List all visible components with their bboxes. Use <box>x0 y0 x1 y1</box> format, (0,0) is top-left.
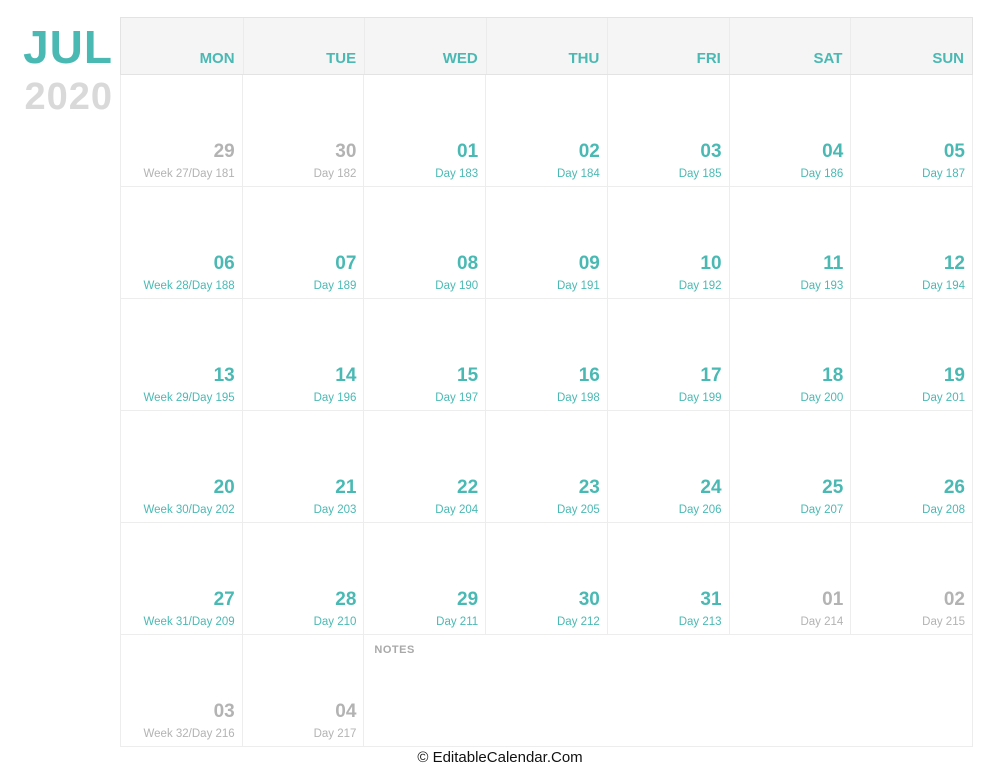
day-of-year-label: Day 213 <box>678 616 722 629</box>
day-number: 08 <box>457 253 479 275</box>
day-of-year-label: Day 192 <box>678 280 722 293</box>
day-cell <box>243 187 365 299</box>
day-number: 31 <box>700 589 722 611</box>
weekday-header-row <box>120 17 973 75</box>
notes-area <box>364 635 973 747</box>
day-of-year-label: Day 198 <box>557 392 600 405</box>
day-cell <box>730 299 852 411</box>
day-cell <box>486 411 608 523</box>
day-of-year-label: Day 184 <box>557 168 600 181</box>
day-of-year-label: Day 205 <box>557 504 600 517</box>
day-of-year-label: Day 185 <box>678 168 722 181</box>
day-of-year-label: Day 203 <box>313 504 357 517</box>
day-number: 11 <box>823 253 844 275</box>
day-number: 21 <box>335 477 357 499</box>
month-year-block <box>0 21 113 118</box>
day-cell <box>364 187 486 299</box>
day-of-year-label: Day 211 <box>436 616 479 629</box>
day-cell <box>243 635 365 747</box>
day-number: 03 <box>213 701 235 723</box>
day-number: 19 <box>943 365 965 387</box>
day-of-year-label: Day 186 <box>800 168 844 181</box>
weekday-header-mon: MON <box>199 50 235 67</box>
day-number: 15 <box>457 365 479 387</box>
day-cell <box>121 635 243 747</box>
day-of-year-label: Week 28/Day 188 <box>143 280 235 293</box>
day-number: 26 <box>943 477 965 499</box>
day-of-year-label: Day 194 <box>922 280 965 293</box>
day-of-year-label: Day 197 <box>435 392 479 405</box>
day-number: 23 <box>578 477 600 499</box>
day-cell <box>486 299 608 411</box>
day-cell <box>364 75 486 187</box>
month-title: JUL <box>23 21 113 73</box>
day-of-year-label: Day 196 <box>313 392 357 405</box>
day-number: 04 <box>335 701 357 723</box>
day-number: 14 <box>335 365 357 387</box>
day-number: 07 <box>335 253 357 275</box>
day-of-year-label: Day 200 <box>800 392 844 405</box>
day-of-year-label: Day 215 <box>922 616 965 629</box>
year-title: 2020 <box>24 76 113 118</box>
day-of-year-label: Week 27/Day 181 <box>143 168 235 181</box>
day-cell <box>243 411 365 523</box>
day-cell <box>243 523 365 635</box>
day-of-year-label: Day 182 <box>313 168 357 181</box>
day-cell <box>121 523 243 635</box>
day-number: 12 <box>943 253 965 275</box>
day-number: 29 <box>213 141 235 163</box>
calendar-grid <box>120 75 973 747</box>
day-cell <box>486 75 608 187</box>
day-number: 22 <box>457 477 479 499</box>
day-of-year-label: Day 204 <box>435 504 479 517</box>
day-number: 06 <box>213 253 235 275</box>
day-of-year-label: Day 210 <box>313 616 357 629</box>
notes-label: NOTES <box>374 644 415 656</box>
day-number: 01 <box>457 141 479 163</box>
day-cell <box>608 411 730 523</box>
day-cell <box>364 299 486 411</box>
day-cell <box>486 187 608 299</box>
day-of-year-label: Week 32/Day 216 <box>143 728 235 741</box>
day-number: 09 <box>578 253 600 275</box>
day-cell <box>121 299 243 411</box>
day-of-year-label: Day 201 <box>922 392 965 405</box>
day-number: 02 <box>943 589 965 611</box>
day-of-year-label: Week 30/Day 202 <box>143 504 235 517</box>
day-number: 01 <box>822 589 844 611</box>
day-cell <box>486 523 608 635</box>
day-of-year-label: Day 191 <box>557 280 600 293</box>
day-of-year-label: Day 183 <box>435 168 479 181</box>
day-cell <box>243 75 365 187</box>
calendar <box>120 17 973 747</box>
day-number: 27 <box>213 589 235 611</box>
day-cell <box>364 411 486 523</box>
day-number: 30 <box>578 589 600 611</box>
copyright-footer: © EditableCalendar.Com <box>417 749 583 766</box>
day-cell <box>851 411 973 523</box>
day-of-year-label: Day 206 <box>678 504 722 517</box>
weekday-header-thu: THU <box>486 18 608 74</box>
day-number: 29 <box>457 589 479 611</box>
day-number: 02 <box>578 141 600 163</box>
day-number: 10 <box>700 253 722 275</box>
day-cell <box>121 187 243 299</box>
day-number: 17 <box>700 365 722 387</box>
day-of-year-label: Week 31/Day 209 <box>143 616 235 629</box>
day-cell <box>730 75 852 187</box>
day-of-year-label: Day 212 <box>557 616 600 629</box>
day-number: 25 <box>822 477 844 499</box>
day-cell <box>730 523 852 635</box>
day-cell <box>608 299 730 411</box>
day-of-year-label: Day 199 <box>678 392 722 405</box>
day-cell <box>364 523 486 635</box>
day-cell <box>851 523 973 635</box>
day-number: 16 <box>578 365 600 387</box>
day-of-year-label: Day 193 <box>800 280 844 293</box>
weekday-header-sun: SUN <box>850 18 972 74</box>
weekday-header-tue: TUE <box>243 18 365 74</box>
day-of-year-label: Day 217 <box>313 728 357 741</box>
day-of-year-label: Day 214 <box>800 616 844 629</box>
day-of-year-label: Day 189 <box>313 280 357 293</box>
day-of-year-label: Day 207 <box>800 504 844 517</box>
day-cell <box>851 187 973 299</box>
day-number: 13 <box>213 365 235 387</box>
weekday-header-sat: SAT <box>729 18 851 74</box>
day-cell <box>851 75 973 187</box>
day-number: 04 <box>822 141 844 163</box>
day-cell <box>121 75 243 187</box>
day-of-year-label: Week 29/Day 195 <box>143 392 235 405</box>
day-number: 05 <box>943 141 965 163</box>
day-cell <box>121 411 243 523</box>
weekday-header-fri: FRI <box>607 18 729 74</box>
day-of-year-label: Day 187 <box>922 168 965 181</box>
day-cell <box>608 75 730 187</box>
day-number: 18 <box>822 365 844 387</box>
day-number: 28 <box>335 589 357 611</box>
day-cell <box>851 299 973 411</box>
day-number: 24 <box>700 477 722 499</box>
day-number: 30 <box>335 141 357 163</box>
day-of-year-label: Day 190 <box>435 280 479 293</box>
day-cell <box>608 523 730 635</box>
day-cell <box>243 299 365 411</box>
day-number: 03 <box>700 141 722 163</box>
weekday-header-wed: WED <box>364 18 486 74</box>
day-of-year-label: Day 208 <box>922 504 965 517</box>
day-cell <box>608 187 730 299</box>
day-number: 20 <box>213 477 235 499</box>
day-cell <box>730 411 852 523</box>
day-cell <box>730 187 852 299</box>
